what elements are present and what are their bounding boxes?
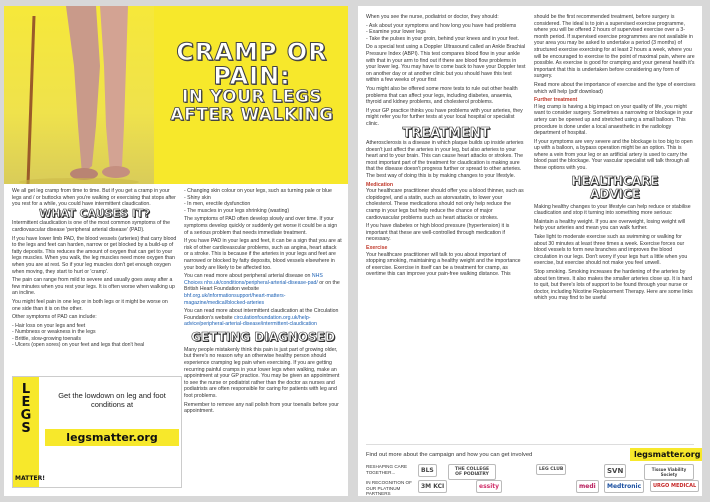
col2-p1: The symptoms of PAD often develop slowly and over time. If your symptoms develop quickly or suddenly get worse it could be a sign of a serious problem that needs immediate treatment. [184, 216, 338, 236]
col3-p0: When you see the nurse, podiatrist or doctor, they should: [366, 14, 499, 20]
col2-p3 [184, 273, 342, 306]
col4-p6: Maintain a healthy weight. If you are overweight, losing weight will help your arteries and mean you can walk further. [534, 218, 686, 232]
column-2 [184, 188, 342, 417]
logo-tissue-viability-society: Tissue Viability Society [644, 464, 694, 480]
list-item: - Examine your lower legs [366, 29, 526, 36]
treatment-heading: TREATMENT [402, 125, 490, 141]
logo-medi: medi [576, 480, 599, 493]
col4-p4: If your symptoms are very severe and the blockage is too big to open up with a balloon, a bypass operation might be an option. This is where a vein from your leg or an artificial artery is used to carry the blood past the blockage. Your vascular specialist will talk through all these options with you. [534, 138, 693, 172]
col4-p5: Making healthy changes to your lifestyle can help reduce or stabilise claudication and stop it turning into something more serious: [534, 203, 691, 217]
partners-label: IN RECOGNITION OF OUR PLATINUM PARTNERS [366, 480, 412, 496]
logo-urgo-medical: URGO MEDICAL [650, 480, 699, 492]
col3-p3: If your GP practice thinks you have problems with your arteries, they might refer you for further tests at your local hospital or specialist clinic. [366, 107, 523, 127]
what-causes-heading: WHAT CAUSES IT? [39, 206, 150, 220]
find-out-more-text: Find out more about the campaign and how you can get involved [366, 452, 533, 458]
logo-college-of-podiatry: THE COLLEGE OF PODIATRY [448, 464, 496, 480]
symptom-list-continued [184, 188, 342, 214]
col3-p1: Do a special test using a Doppler Ultrasound called an Ankle Brachial Pressure Index (ABPI). This test compares blood flow in your ankle with that in your arm to find out if there are blood flow problems in your lower leg. You may have to come back to have your Doppler test on another day or at another clinic but you should have this test within a few weeks of your first [366, 44, 526, 84]
list-item: - Shiny skin [184, 195, 342, 202]
title-line-1: CRAMP OR [176, 38, 328, 66]
exercise-subheading: Exercise [366, 245, 388, 251]
list-item: - Changing skin colour on your legs, such as turning pale or blue [184, 188, 342, 195]
causes-p1: Intermittent claudication is one of the most common symptoms of the cardiovascular disease 'peripheral arterial disease' (PAD). [12, 220, 171, 233]
letter: G [20, 408, 32, 423]
legs-matter-promo [12, 376, 182, 488]
logo-leg-club: LEG CLUB [536, 464, 566, 475]
col2-p3b: or on the British Heart Foundation website [184, 279, 340, 293]
col2-p5: Many people mistakenly think this pain is just part of growing older, but there's no reason why an otherwise healthy person should experience cramping leg pain when exercising. If you are getting recurring painful cramps in your lower legs when walking, make an appointment at your GP practice. You may be given an appointment to see the nurse or podiatrist rather than the doctor as nurses and podiatrists are often responsible for caring for patients with leg and foot problems. [184, 346, 340, 400]
col3-p2: You might also be offered some more tests to rule out other health problems that can affect your legs, including diabetes, anaemia, thyroid and kidney problems, and cholesterol problems. [366, 85, 518, 106]
causes-p5: Other symptoms of PAD can include: [12, 314, 97, 321]
promo-url-link[interactable]: legsmatter.org [45, 429, 179, 446]
col4-p8: Stop smoking. Smoking increases the hardening of the arteries by about ten times. It also makes the smaller arteries close up. It is hard to quit, but there's lots of support to be found through your nurse or doctor, including Nicotine Replacement Therapy. Here are some links which you may find to be useful [534, 269, 693, 302]
list-item: - Hair loss on your legs and feet [12, 323, 177, 330]
advice-heading-line2: ADVICE [589, 186, 640, 201]
right-page [358, 6, 702, 496]
list-item: - The muscles in your legs shrinking (wasting) [184, 208, 342, 215]
list-item: - Numbness or weakness in the legs [12, 329, 177, 336]
column-3 [366, 14, 526, 280]
getting-diagnosed-heading: GETTING DIAGNOSED [191, 329, 335, 344]
col3-p7: Your healthcare practitioner will talk to you about important of stopping smoking, maintaining a healthy weight and the importance of exercise. Exercise in itself can be a treatment for cramp, as overtime this can improve your pain-free walking distance. This [366, 251, 521, 278]
matter-label: MATTER! [15, 475, 45, 482]
hero-banner [4, 6, 348, 184]
letter: S [21, 421, 31, 436]
col2-p4a: You can read more about intermittent claudication at the Circulation Foundation's website [184, 308, 339, 321]
left-page [4, 6, 348, 496]
col2-p4 [184, 308, 342, 328]
nhs-link[interactable]: NHS Choices nhs.uk/conditions/peripheral-arterial-disease-pad/ [184, 273, 323, 286]
logo-3m-kci: 3M KCI [418, 480, 447, 493]
medication-subheading: Medication [366, 181, 394, 188]
col4-p2: Read more about the importance of exercise and the type of exercises which will help (pdf download) [534, 81, 696, 95]
bhf-link[interactable]: bhf.org.uk/informationsupport/heart-matters-magazine/medical/blocked-arteries [184, 292, 286, 306]
symptom-list [12, 323, 177, 349]
letter: L [21, 382, 31, 397]
letter: E [21, 395, 31, 410]
title-line-4: AFTER WALKING [170, 105, 334, 125]
list-item: - Ask about your symptoms and how long you have had problems [366, 23, 526, 30]
circulation-link[interactable]: circulationfoundation.org.uk/help-advice/peripheral-arterial-disease/intermittent-claudication [184, 314, 317, 328]
col3-p4: Atherosclerosis is a disease in which plaque builds up inside arteries doesn't just affect the arteries in your leg, but also arteries to your heart and to your brain. This can cause heart attacks or strokes. The most important part of the treatment for claudication is making sure that the disease doesn't progress further or spread to other arteries. The best way of doing this is by making changes to your lifestyle. [366, 140, 524, 180]
causes-p4: You might feel pain in one leg or in both legs or it might be worse on one side than it is on the other. [12, 298, 168, 312]
causes-p2: If you have lower limb PAD, the blood vessels (arteries) that carry blood to the legs and feet can harden, narrow or get blocked by a build-up of fatty deposits. This reduces the amount of oxygen that can get to your legs muscles. When you walk, the leg muscles need more oxygen than when you are at rest. So if your leg muscles don't get enough oxygen when moving, they start to hurt or 'cramp'. [12, 235, 177, 275]
logo-essity: essity [476, 480, 502, 493]
list-item: - Take the pulses in your groin, behind your knees and in your feet. [366, 36, 526, 43]
list-item: - Brittle, slow-growing toenails [12, 336, 177, 343]
advice-heading-line1: HEALTHCARE [571, 173, 659, 188]
legs-photo [4, 6, 154, 184]
column-1 [12, 188, 177, 351]
list-item: - In men, erectile dysfunction [184, 201, 342, 208]
logo-bls: BLS [418, 464, 437, 477]
causes-p3: The pain can range from mild to severe and usually goes away after a few minutes when you rest your legs. It is often worse when walking up an incline. [12, 277, 175, 297]
healthcare-advice-heading [534, 175, 696, 201]
logo-svn: SVN [604, 464, 626, 478]
intro-text: We all get leg cramp from time to time. But if you get a cramp in your legs and / or buttocks when you're walking or exercising that stops after you rest for a while, you could have intermittent claudication. [12, 188, 176, 208]
hero-title [162, 40, 342, 124]
further-treatment-subheading: Further treatment [534, 97, 578, 104]
footer-divider [366, 444, 694, 445]
title-line-3: IN YOUR LEGS [181, 87, 323, 107]
col2-p2: If you have PAD in your legs and feet, it can be a sign that you are at risk of other cardiovascular problems, such as angina, heart attack or a stroke. This is because if the arteries in your legs and feet are narrowed or blocked by fatty deposits, blood vessels elsewhere in your body are likely to be affected too. [184, 238, 342, 271]
col4-p7: Take light to moderate exercise such as swimming or walking for about 30 minutes at least three times a week. Exercise forces our blood vessels to form new branches and improves the blood circulation in our legs. Don't worry if your legs hurt a little when you exercise, but exercise should not make you feel unwell. [534, 234, 688, 267]
legs-letters [18, 383, 34, 435]
footer-url-link[interactable]: legsmatter.org [630, 448, 702, 461]
column-4 [534, 14, 696, 304]
title-line-2: PAIN: [213, 62, 291, 90]
col3-p6: If you have diabetes or high blood pressure (hypertension) it is important that these are well-controlled through medication if necessary. [366, 223, 510, 243]
legs-illustration [4, 6, 154, 184]
exam-list [366, 23, 526, 43]
reshaping-label: RESHAPING CARE TOGETHER... [366, 464, 408, 475]
promo-strip [13, 377, 45, 487]
col4-p3: If leg cramp is having a big impact on your quality of life, you might want to consider surgery. Sometimes a narrowing or blockage in your artery can be opened up and stretched using a small balloon. This procedure is done under a local anaesthetic in the radiology department of hospital. [534, 103, 693, 137]
col2-p3a: You can read more about peripheral arterial disease on [184, 273, 311, 280]
col4-p1: should be the first recommended treatment, before surgery is considered. The ideal is to join a supervised exercise programme, where you will be offered 2 hours of supervised exercise over a 3-month period. If supervised exercise programmes are not available in your area you may be asked to undertake a period (3 months) of structured exercise exercising for at least 2 hours a week, where you will be encouraged to exercise to the point of maximal pain, where are possible. As exercise is good for cramping and your general health it's important that this is undertaken before considering any form of surgery. [534, 14, 695, 80]
promo-text: Get the lowdown on leg and foot conditions at [58, 391, 166, 409]
col3-p5: Your healthcare practitioner should offer you a blood thinner, such as clopidogrel, and a statin, such as atorvastatin, to lower your cholesterol. These medications should not only help reduce the cramp in your legs but help reduce the chance of major cardiovascular problems such as heart attacks or strokes. [366, 188, 524, 221]
list-item: - Ulcers (open sores) on your feet and legs that don't heal [12, 342, 177, 349]
logo-medtronic: Medtronic [604, 480, 644, 493]
col2-p6: Remember to remove any nail polish from your toenails before your appointment. [184, 401, 339, 415]
